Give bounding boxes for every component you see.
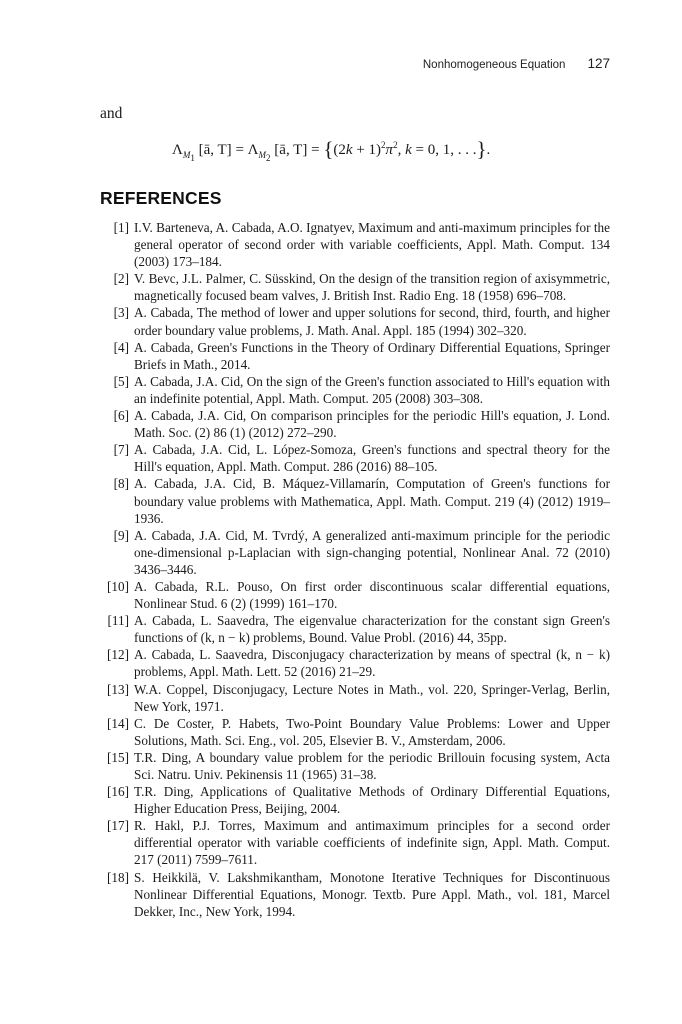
reference-number: [11] [107, 613, 129, 629]
eq-comma: , [397, 142, 406, 158]
eq-sub-2 [258, 150, 271, 163]
eq-set-close: } [476, 137, 487, 161]
eq-sub-2-var: M [258, 150, 267, 160]
reference-number: [14] [107, 715, 129, 731]
eq-sub-2-index: 2 [266, 152, 271, 163]
reference-text: C. De Coster, P. Habets, Two-Point Boundary Value Problems: Lower and Upper Solutions, Math. Sci. Eng., vol. 205, Elsevier B. V., Amsterdam, 2006. [134, 715, 610, 748]
reference-list [100, 219, 610, 920]
reference-item [100, 339, 610, 373]
eq-set-open: { [323, 137, 334, 161]
eq-pi: π [385, 142, 394, 158]
display-equation [172, 137, 490, 163]
lead-word: and [100, 105, 123, 122]
running-head-title: Nonhomogeneous Equation [422, 59, 566, 71]
reference-number: [3] [113, 305, 129, 321]
reference-text: I.V. Barteneva, A. Cabada, A.O. Ignatyev, Maximum and anti-maximum principles for the general operator of second order with variable coefficients, Appl. Math. Comput. 134 (2003) 173–184. [134, 220, 610, 270]
reference-item [100, 578, 610, 612]
references-heading: REFERENCES [100, 188, 222, 208]
reference-item [100, 612, 610, 646]
reference-text: R. Hakl, P.J. Torres, Maximum and antimaximum principles for a second order differential operator with variable coefficients of indefinite sign, Appl. Math. Comput. 217 (2011) 7599–7611. [134, 818, 610, 868]
reference-item [100, 783, 610, 817]
eq-sub-1-var: M [182, 150, 191, 160]
reference-text: A. Cabada, J.A. Cid, B. Máquez-Villamarín, Computation of Green's functions for boundary value problems with Mathematica, Appl. Math. Comput. 219 (4) (2012) 1919–1936. [134, 476, 610, 526]
reference-number: [9] [113, 527, 129, 543]
reference-item [100, 681, 610, 715]
page-number: 127 [587, 56, 610, 71]
reference-text: V. Bevc, J.L. Palmer, C. Süsskind, On the design of the transition region of axisymmetric, magnetically focused beam valves, J. British Inst. Radio Eng. 18 (1958) 696–708. [134, 271, 610, 304]
reference-item [100, 869, 610, 920]
reference-text: T.R. Ding, A boundary value problem for the periodic Brillouin focusing system, Acta Sci. Natru. Univ. Pekinensis 11 (1965) 31–38. [134, 749, 610, 782]
reference-item [100, 475, 610, 526]
reference-number: [8] [113, 476, 129, 492]
reference-number: [16] [107, 784, 129, 800]
eq-exp-2: 2 [393, 140, 398, 150]
reference-number: [12] [107, 647, 129, 663]
reference-number: [4] [113, 339, 129, 355]
reference-number: [15] [107, 749, 129, 765]
eq-lambda-2: Λ [247, 142, 259, 158]
eq-period: . [486, 142, 491, 158]
reference-number: [5] [113, 373, 129, 389]
reference-item [100, 817, 610, 868]
eq-equals-1: = [235, 142, 244, 158]
reference-item [100, 527, 610, 578]
reference-number: [17] [107, 818, 129, 834]
reference-item [100, 270, 610, 304]
reference-number: [7] [113, 442, 129, 458]
reference-number: [10] [107, 578, 129, 594]
reference-text: A. Cabada, The method of lower and upper solutions for second, third, fourth, and higher order boundary value problems, J. Math. Anal. Appl. 185 (1994) 302–320. [134, 305, 610, 338]
reference-text: A. Cabada, Green's Functions in the Theory of Ordinary Differential Equations, Springer Briefs in Math., 2014. [134, 339, 610, 372]
reference-text: S. Heikkilä, V. Lakshmikantham, Monotone Iterative Techniques for Discontinuous Nonlinear Differential Equations, Monogr. Textb. Pure Appl. Math., vol. 181, Marcel Dekker, Inc., New York, 1994. [134, 869, 610, 919]
reference-number: [2] [113, 271, 129, 287]
running-head [423, 56, 610, 71]
eq-body-b: + 1) [352, 142, 382, 158]
reference-text: W.A. Coppel, Disconjugacy, Lecture Notes in Math., vol. 220, Springer-Verlag, Berlin, New York, 1971. [134, 681, 610, 714]
reference-item [100, 304, 610, 338]
reference-text: A. Cabada, J.A. Cid, L. López-Somoza, Green's functions and spectral theory for the Hill's equation, Appl. Math. Comput. 286 (2016) 88–105. [134, 442, 610, 475]
reference-number: [1] [113, 220, 129, 235]
eq-body-a: (2 [333, 142, 346, 158]
reference-item [100, 715, 610, 749]
reference-item [100, 749, 610, 783]
eq-exp-1: 2 [381, 140, 386, 150]
eq-args-1: [ā, T] [198, 142, 232, 158]
reference-text: A. Cabada, J.A. Cid, On the sign of the Green's function associated to Hill's equation with an indefinite potential, Appl. Math. Comput. 205 (2008) 303–308. [134, 373, 610, 406]
reference-item [100, 441, 610, 475]
eq-sub-1 [182, 150, 195, 163]
eq-var-k: k [345, 142, 353, 158]
reference-text: A. Cabada, L. Saavedra, The eigenvalue characterization for the constant sign Green's functions of (k, n − k) problems, Bound. Value Probl. (2016) 44, 35pp. [134, 613, 610, 646]
reference-number: [18] [107, 869, 129, 885]
eq-sub-1-index: 1 [190, 152, 195, 163]
reference-item [100, 219, 610, 270]
reference-text: A. Cabada, J.A. Cid, M. Tvrdý, A generalized anti-maximum principle for the periodic one-dimensional p-Laplacian with sign-changing potential, Nonlinear Anal. 72 (2010) 3436–3446. [134, 527, 610, 577]
eq-lambda-1: Λ [172, 142, 183, 158]
reference-text: T.R. Ding, Applications of Qualitative Methods of Ordinary Differential Equations, Higher Education Press, Beijing, 2004. [134, 784, 610, 817]
eq-range-rest: = 0, 1, . . . [411, 142, 477, 158]
reference-item [100, 407, 610, 441]
reference-text: A. Cabada, L. Saavedra, Disconjugacy characterization by means of spectral (k, n − k) problems, Appl. Math. Lett. 52 (2016) 21–29. [134, 647, 610, 680]
reference-number: [6] [113, 408, 129, 424]
reference-item [100, 646, 610, 680]
reference-text: A. Cabada, R.L. Pouso, On first order discontinuous scalar differential equations, Nonlinear Stud. 6 (2) (1999) 161–170. [134, 578, 610, 612]
eq-equals-2: = [311, 142, 320, 158]
reference-item [100, 373, 610, 407]
reference-text: A. Cabada, J.A. Cid, On comparison principles for the periodic Hill's equation, J. Lond. Math. Soc. (2) 86 (1) (2012) 272–290. [134, 408, 610, 441]
eq-args-2: [ā, T] [274, 142, 308, 158]
reference-number: [13] [107, 681, 129, 697]
eq-range-k: k [405, 142, 412, 158]
